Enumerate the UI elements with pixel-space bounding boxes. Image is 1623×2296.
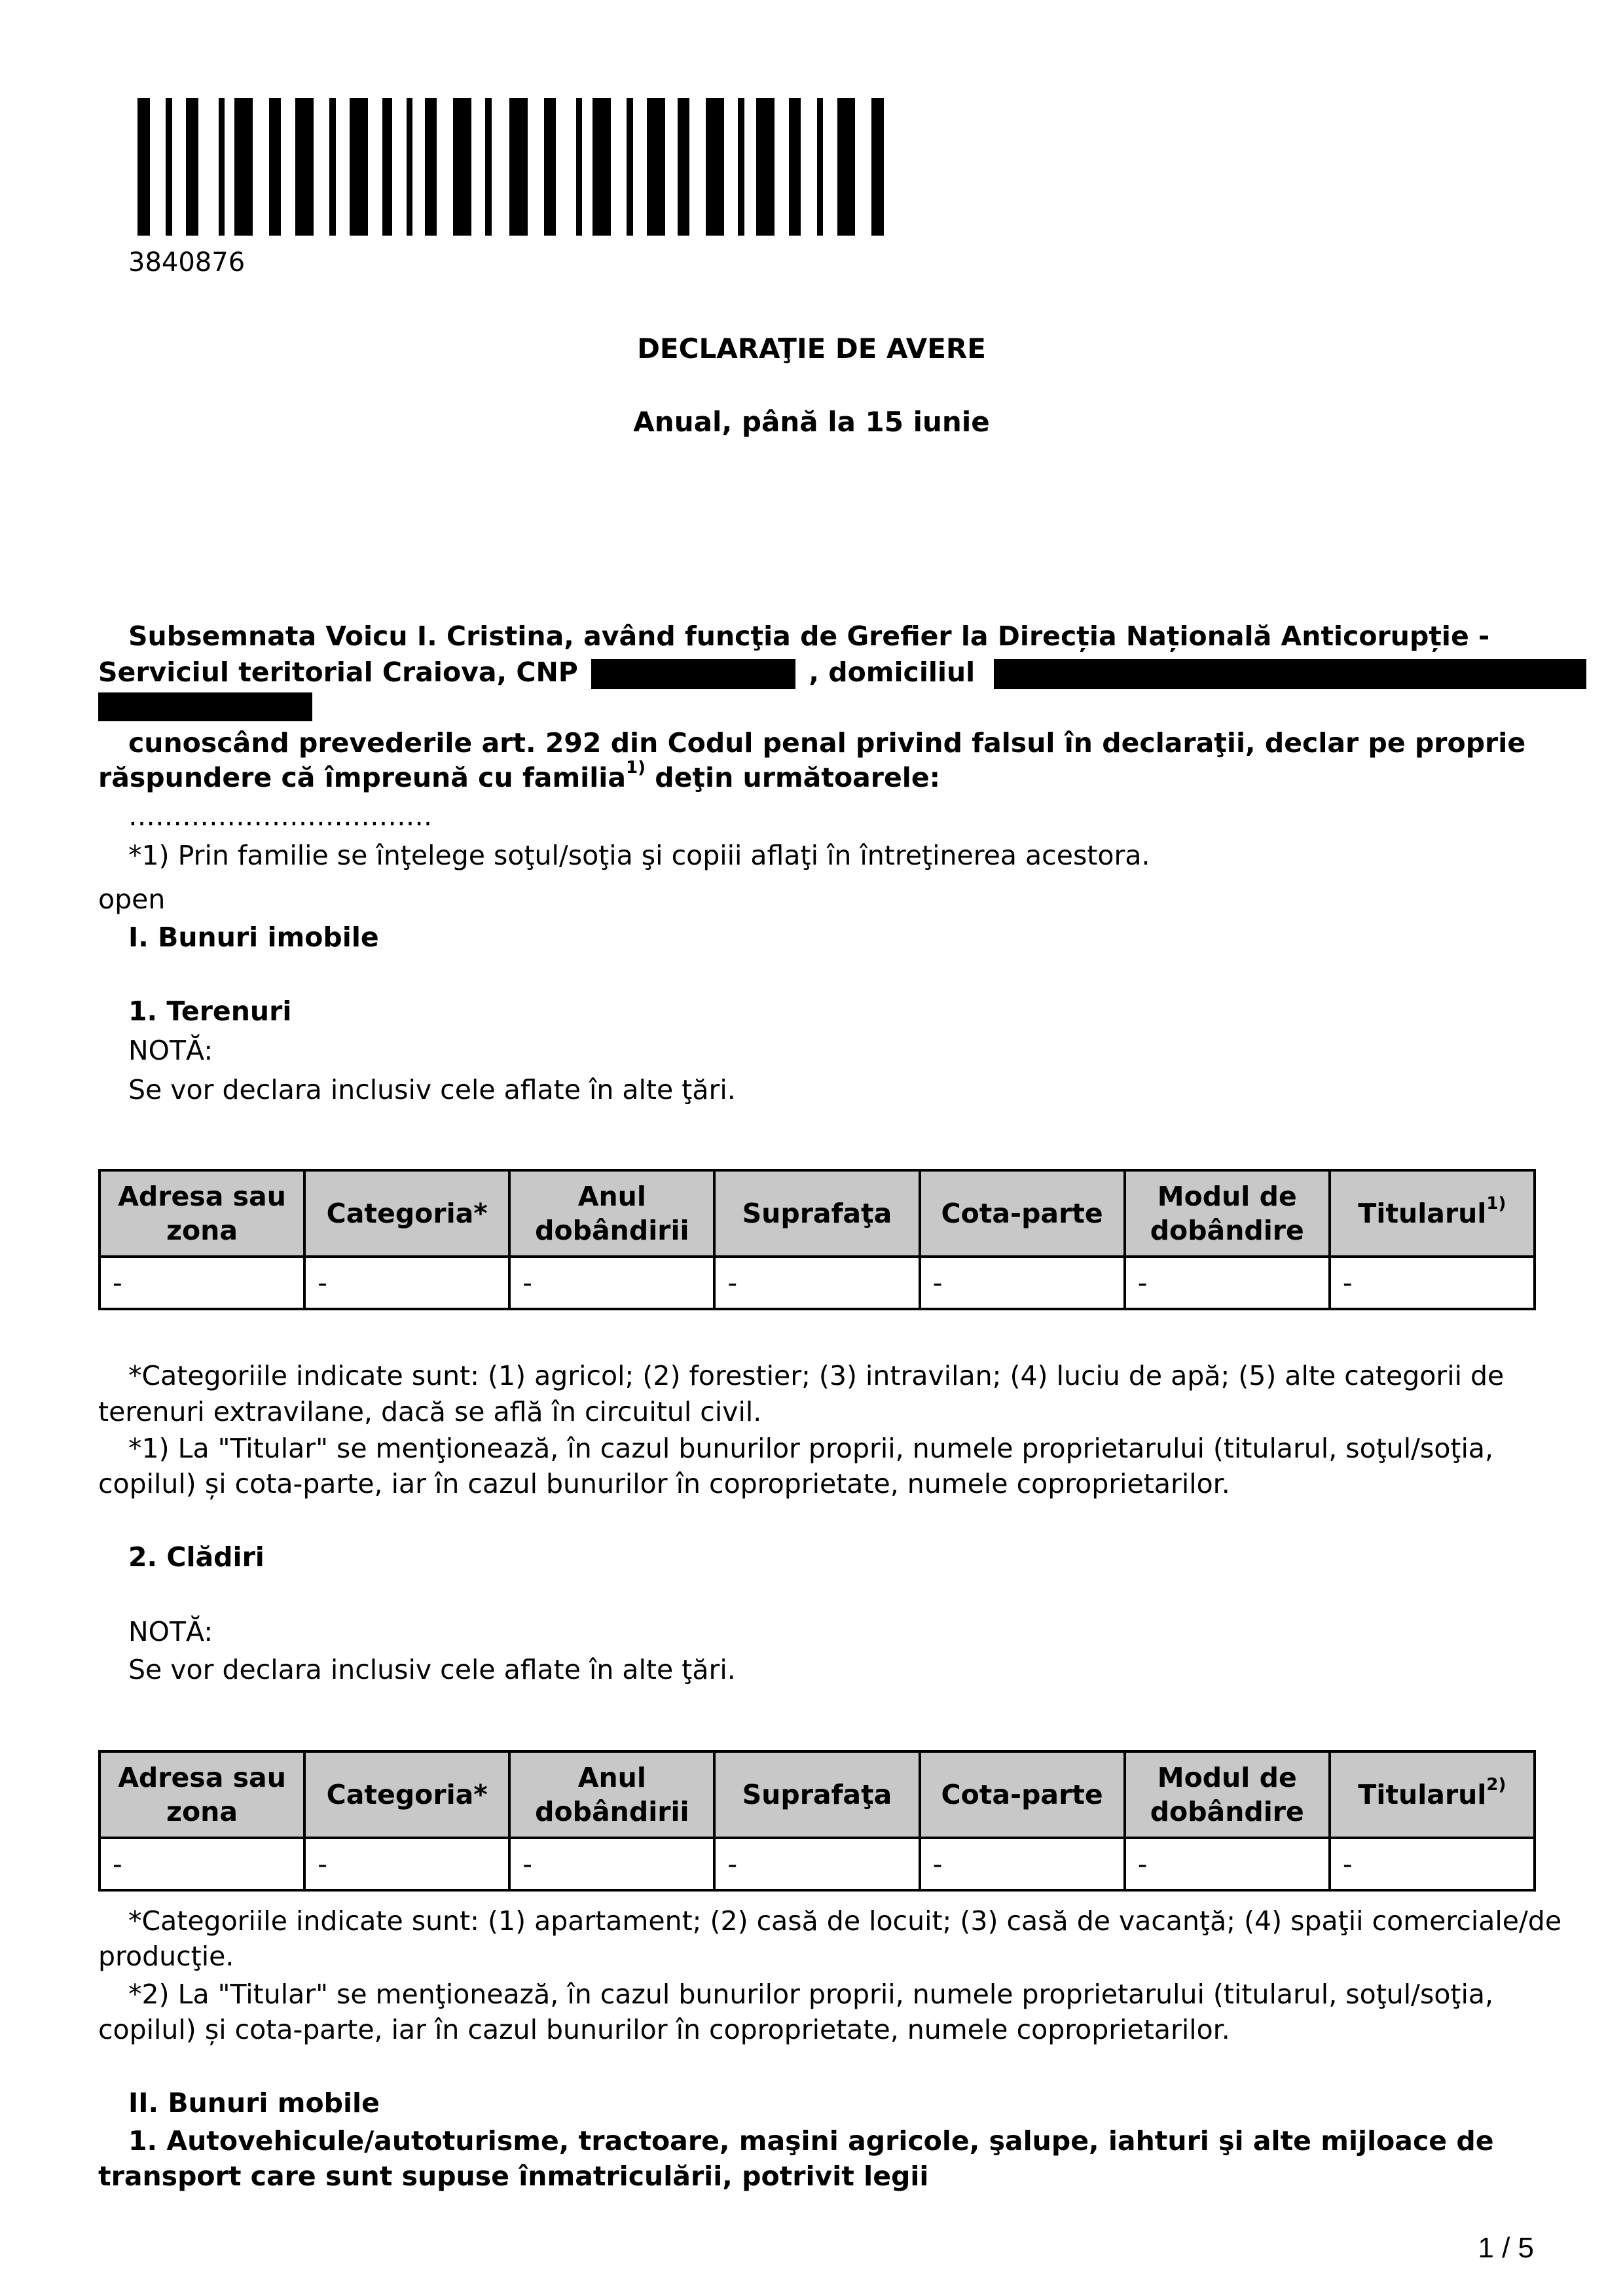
intro-line-2 [98, 655, 1586, 690]
cladiri-note-1b: producţie. [98, 1941, 234, 1972]
table-row [100, 1838, 1535, 1890]
dotted-line: ……………………………. [128, 800, 433, 832]
barcode-bar [593, 98, 611, 236]
cladiri-note-1a: *Categoriile indicate sunt: (1) apartament; (2) casă de locuit; (3) casă de vacanţă; (4) spaţii comerciale/de [128, 1905, 1562, 1937]
document-subtitle: Anual, până la 15 iunie [633, 406, 990, 438]
barcode-gap [775, 98, 789, 236]
barcode-gap [281, 98, 295, 236]
barcode-bar [756, 98, 775, 236]
barcode-gap [336, 98, 350, 236]
barcode-gap [582, 98, 592, 236]
col-anul: Anul dobândirii [509, 1751, 714, 1838]
barcode-gap [198, 98, 219, 236]
table-cell: - [1330, 1257, 1535, 1309]
document-title: DECLARAŢIE DE AVERE [637, 332, 986, 365]
terenuri-heading: 1. Terenuri [128, 996, 292, 1027]
barcode-gap [528, 98, 544, 236]
intro-line-4 [98, 760, 940, 795]
barcode-gap [471, 98, 486, 236]
col-cota: Cota-parte [920, 1170, 1125, 1257]
table-header-row [100, 1751, 1535, 1838]
terenuri-nota: NOTĂ: [128, 1035, 213, 1066]
cladiri-heading: 2. Clădiri [128, 1541, 264, 1573]
intro-line-1: Subsemnata Voicu I. Cristina, având funcţia de Grefier la Direcția Națională Anticorupție - [128, 620, 1490, 652]
barcode-bar [706, 98, 724, 236]
col-cota: Cota-parte [920, 1751, 1125, 1838]
barcode-number: 3840876 [128, 247, 246, 278]
barcode-gap [823, 98, 837, 236]
table-cell: - [100, 1838, 304, 1890]
barcode-gap [492, 98, 510, 236]
intro-line-4-b: deţin următoarele: [646, 762, 941, 793]
col-adresa: Adresa sau zona [100, 1751, 304, 1838]
barcode-bar [789, 98, 801, 236]
barcode-bar [485, 98, 491, 236]
barcode-bar [576, 98, 582, 236]
terenuri-note-1b: terenuri extravilane, dacă se află în circuitul civil. [98, 1396, 762, 1427]
barcode-gap [225, 98, 234, 236]
barcode-bar [627, 98, 632, 236]
table-cell: - [509, 1257, 714, 1309]
cladiri-nota: NOTĂ: [128, 1616, 213, 1647]
col-modul: Modul de dobândire [1125, 1751, 1330, 1838]
col-anul: Anul dobândirii [509, 1170, 714, 1257]
barcode-gap [633, 98, 647, 236]
table-cell: - [1125, 1257, 1330, 1309]
barcode-bar [837, 98, 856, 236]
barcode-bar [382, 98, 392, 236]
intro-line-3: cunoscând prevederile art. 292 din Codul penal privind falsul în declaraţii, declar pe proprie [128, 727, 1526, 759]
barcode-bar [817, 98, 823, 236]
barcode-bar [738, 98, 744, 236]
terenuri-nota-text: Se vor declara inclusiv cele aflate în alte ţări. [128, 1074, 736, 1105]
table-header-row [100, 1170, 1535, 1257]
barcode-gap [611, 98, 627, 236]
barcode [137, 98, 884, 236]
section-2-heading: II. Bunuri mobile [128, 2087, 380, 2119]
col-titular-label: Titularul [1358, 1779, 1487, 1810]
terenuri-note-1a: *Categoriile indicate sunt: (1) agricol; (2) forestier; (3) intravilan; (4) luciu de apă; (5) alte categorii de [128, 1360, 1504, 1391]
barcode-gap [665, 98, 678, 236]
barcode-gap [724, 98, 739, 236]
barcode-bar [509, 98, 528, 236]
autovehicule-heading-a: 1. Autovehicule/autoturisme, tractoare, maşini agricole, şalupe, iahturi şi alte mijloace de [128, 2125, 1494, 2157]
barcode-bar [269, 98, 282, 236]
intro-line-2-b: , domiciliul [809, 656, 976, 688]
col-titular-sup: 1) [1486, 1194, 1506, 1214]
table-cell: - [304, 1257, 509, 1309]
barcode-bar [425, 98, 437, 236]
barcode-bar [295, 98, 314, 236]
cladiri-table [98, 1750, 1536, 1892]
terenuri-note-2a: *1) La "Titular" se menţionează, în cazul bunurilor proprii, numele proprietarului (titularul, soţul/soţia, [128, 1433, 1494, 1464]
barcode-gap [855, 98, 871, 236]
col-titular [1330, 1751, 1535, 1838]
intro-line-2-a: Serviciul teritorial Craiova, CNP [98, 656, 578, 688]
barcode-bar [166, 98, 172, 236]
barcode-gap [556, 98, 576, 236]
barcode-gap [437, 98, 453, 236]
barcode-gap [314, 98, 330, 236]
barcode-gap [392, 98, 407, 236]
barcode-bar [350, 98, 368, 236]
col-titular-label: Titularul [1358, 1198, 1487, 1229]
barcode-gap [368, 98, 382, 236]
col-titular-sup: 2) [1486, 1775, 1506, 1795]
barcode-bar [407, 98, 412, 236]
section-1-heading: I. Bunuri imobile [128, 922, 379, 953]
table-cell: - [714, 1838, 919, 1890]
address-redaction [994, 659, 1586, 689]
address-redaction-2 [98, 692, 312, 721]
barcode-bar [871, 98, 884, 236]
barcode-bar [329, 98, 335, 236]
barcode-bar [186, 98, 198, 236]
cladiri-nota-text: Se vor declara inclusiv cele aflate în alte ţări. [128, 1654, 736, 1685]
barcode-bar [544, 98, 556, 236]
barcode-bar [137, 98, 150, 236]
open-label: open [98, 884, 166, 915]
family-footnote: *1) Prin familie se înţelege soţul/soţia şi copiii aflaţi în întreţinerea acestora. [128, 840, 1150, 871]
intro-line-4-a: răspundere că împreună cu familia [98, 762, 627, 793]
barcode-gap [150, 98, 166, 236]
table-cell: - [509, 1838, 714, 1890]
barcode-gap [412, 98, 425, 236]
barcode-gap [801, 98, 817, 236]
table-cell: - [304, 1838, 509, 1890]
barcode-bar [647, 98, 665, 236]
terenuri-note-2b: copilul) și cota-parte, iar în cazul bunurilor în coproprietate, numele coproprietarilor. [98, 1468, 1230, 1499]
autovehicule-heading-b: transport care sunt supuse înmatriculării, potrivit legii [98, 2161, 929, 2192]
barcode-bar [453, 98, 471, 236]
barcode-gap [253, 98, 269, 236]
barcode-bar [219, 98, 225, 236]
col-categoria: Categoria* [304, 1170, 509, 1257]
cladiri-note-2a: *2) La "Titular" se menţionează, în cazul bunurilor proprii, numele proprietarului (titularul, soţul/soţia, [128, 1979, 1494, 2010]
table-cell: - [1330, 1838, 1535, 1890]
table-cell: - [100, 1257, 304, 1309]
page-number: 1 / 5 [1478, 2232, 1534, 2264]
table-row [100, 1257, 1535, 1309]
barcode-gap [172, 98, 187, 236]
footnote-ref-1: 1) [626, 758, 646, 778]
col-suprafata: Suprafaţa [714, 1751, 919, 1838]
barcode-bar [234, 98, 253, 236]
col-modul: Modul de dobândire [1125, 1170, 1330, 1257]
cladiri-note-2b: copilul) și cota-parte, iar în cazul bunurilor în coproprietate, numele coproprietarilor. [98, 2014, 1230, 2045]
table-cell: - [920, 1257, 1125, 1309]
col-suprafata: Suprafaţa [714, 1170, 919, 1257]
barcode-gap [689, 98, 706, 236]
col-adresa: Adresa sau zona [100, 1170, 304, 1257]
terenuri-table [98, 1169, 1536, 1310]
table-cell: - [714, 1257, 919, 1309]
barcode-gap [744, 98, 757, 236]
cnp-redaction [591, 659, 795, 689]
col-titular [1330, 1170, 1535, 1257]
col-categoria: Categoria* [304, 1751, 509, 1838]
table-cell: - [1125, 1838, 1330, 1890]
table-cell: - [920, 1838, 1125, 1890]
barcode-bar [678, 98, 690, 236]
